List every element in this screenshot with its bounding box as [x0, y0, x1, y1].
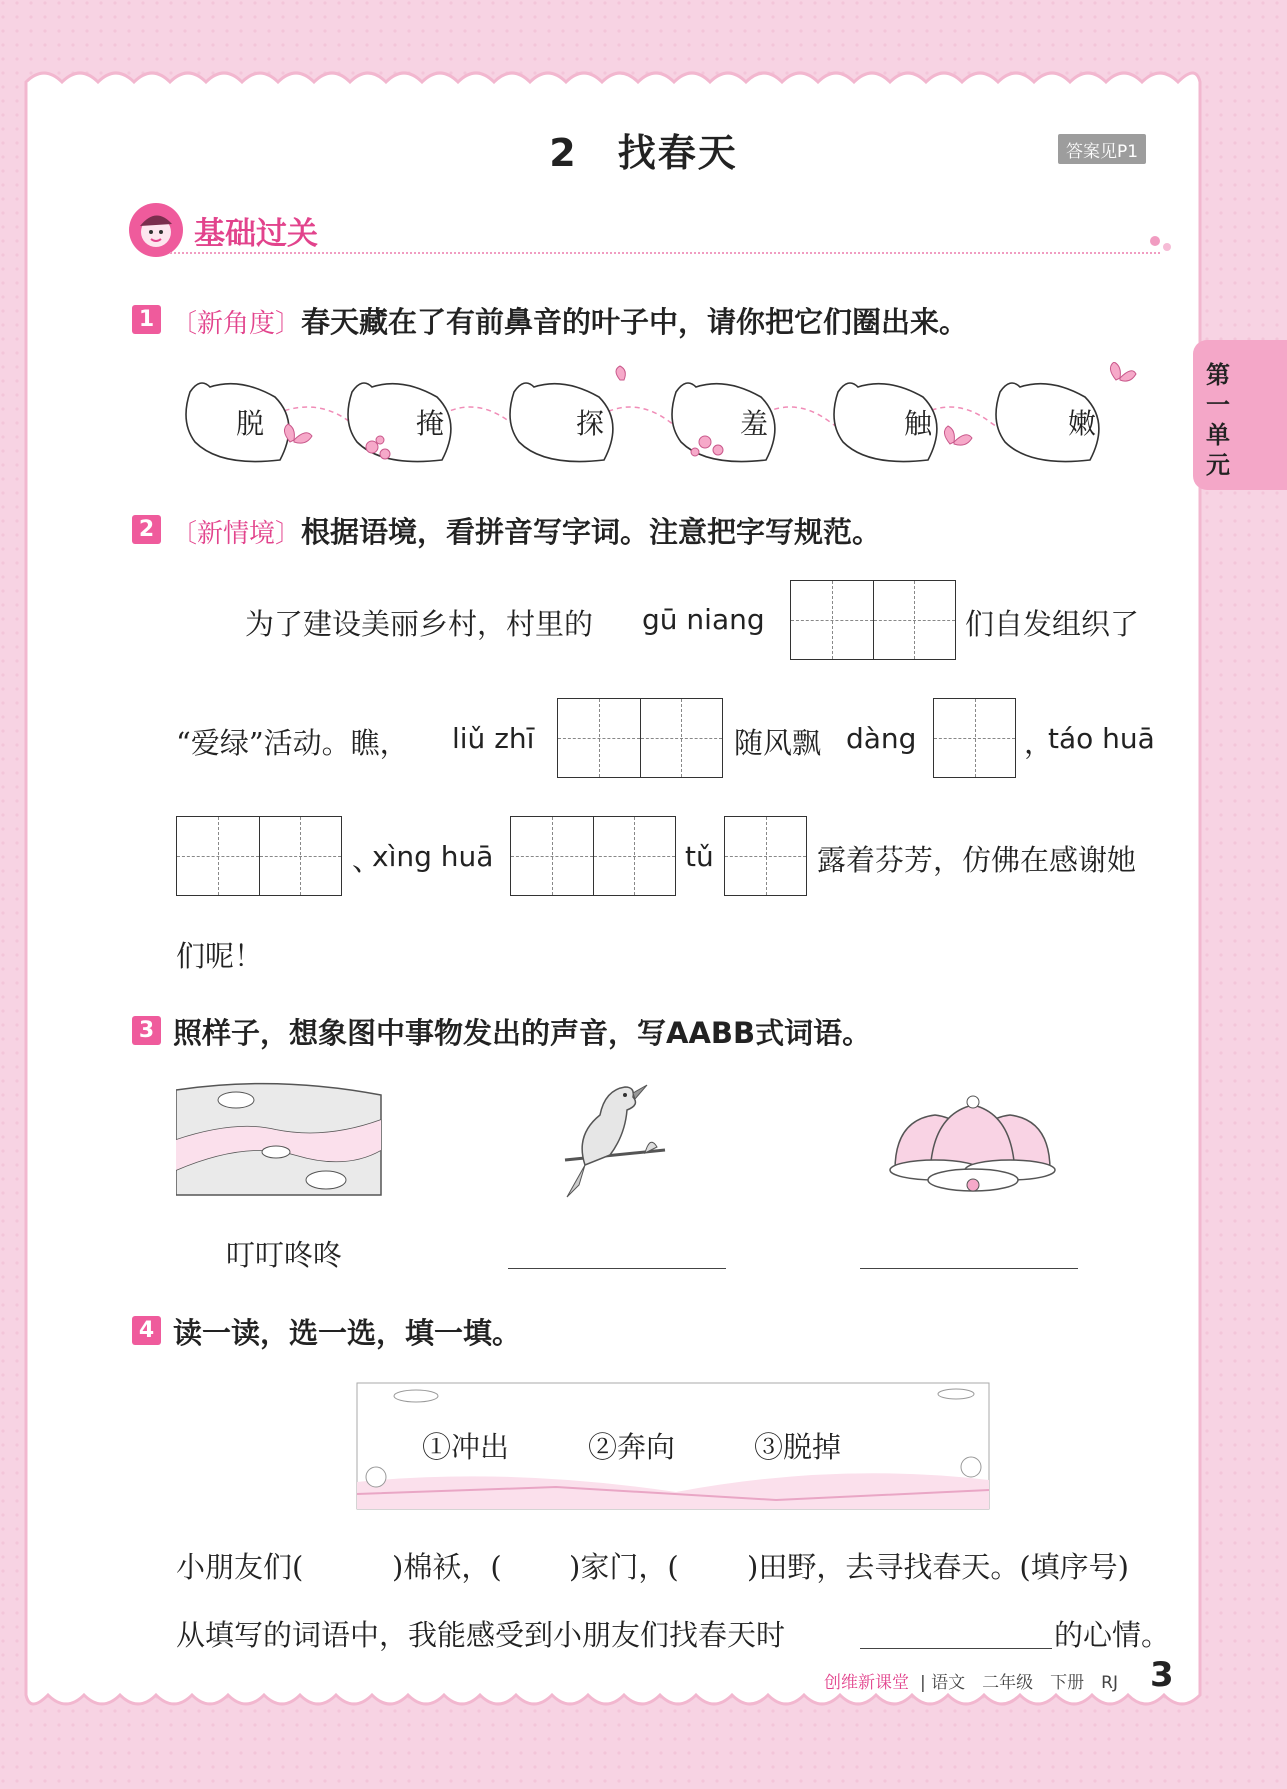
question-number: 4 [132, 1316, 161, 1345]
option-3: ③脱掉 [754, 1430, 842, 1464]
pinyin: gū niang [642, 603, 765, 636]
writing-grid-1[interactable] [933, 698, 1016, 778]
unit-side-tab-label: 第一单元 [1206, 361, 1230, 479]
fill-sentence-part: 小朋友们( [176, 1550, 304, 1584]
passage-text: 露着芬芳，仿佛在感谢她 [817, 843, 1137, 877]
option-2: ②奔向 [588, 1430, 676, 1464]
bird-illustration [555, 1075, 670, 1200]
leaf-character[interactable]: 嫩 [1067, 407, 1096, 440]
fill-sentence-part: )家门，( [569, 1550, 679, 1584]
pinyin: táo huā [1048, 722, 1155, 755]
option-1: ①冲出 [422, 1430, 510, 1464]
answer-line[interactable] [860, 1268, 1078, 1269]
leaf-character[interactable]: 羞 [739, 407, 768, 440]
example-answer: 叮叮咚咚 [226, 1238, 343, 1272]
blank-paren[interactable] [306, 1545, 392, 1585]
page-title: 2 找春天 [549, 131, 738, 175]
fill-sentence-part: 的心情。 [1054, 1618, 1171, 1652]
passage-text: 随风飘 [734, 726, 822, 760]
pinyin: dàng [846, 722, 917, 755]
section-divider-dot [1163, 243, 1171, 251]
leaf-character[interactable]: 触 [903, 407, 932, 440]
blank-paren[interactable] [494, 1545, 569, 1585]
page-number: 3 [1150, 1655, 1174, 1695]
passage-text: ， [1024, 726, 1054, 760]
section-divider [170, 252, 1160, 254]
question-1-text [171, 300, 968, 341]
fill-sentence-part: )田野，去寻找春天。(填序号) [747, 1550, 1129, 1584]
question-tag: 〔新情境〕 [171, 519, 302, 549]
pinyin: tǔ [685, 840, 714, 873]
bells-illustration [875, 1090, 1070, 1200]
footer-course-info: | 语文 二年级 下册 RJ [920, 1673, 1118, 1693]
answer-line[interactable] [508, 1268, 726, 1269]
passage-text: “爱绿”活动。瞧， [176, 726, 409, 760]
question-2-text [171, 510, 881, 551]
writing-grid-2[interactable] [176, 816, 342, 896]
question-2-prompt: 根据语境，看拼音写字词。注意把字写规范。 [301, 515, 882, 549]
question-4-text: 读一读，选一选，填一填。 [173, 1316, 522, 1350]
footer-brand: 创维新课堂 [824, 1673, 909, 1693]
passage-text: 、 [352, 843, 382, 877]
leaf-row [180, 362, 1140, 472]
leaf-character[interactable]: 掩 [415, 407, 444, 440]
pinyin: xìng huā [372, 840, 494, 873]
fill-sentence-part: )棉袄，( [392, 1550, 502, 1584]
passage-text: 们呢！ [176, 939, 264, 973]
question-3-text: 照样子，想象图中事物发出的声音，写AABB式词语。 [173, 1016, 872, 1050]
stream-illustration [176, 1080, 386, 1200]
question-1-prompt: 春天藏在了有前鼻音的叶子中，请你把它们圈出来。 [301, 305, 969, 339]
passage-text: 为了建设美丽乡村，村里的 [245, 607, 594, 641]
section-divider-dot [1150, 236, 1160, 246]
leaf-character[interactable]: 脱 [235, 407, 264, 440]
answer-line[interactable] [860, 1648, 1052, 1649]
passage-text: 们自发组织了 [965, 607, 1140, 641]
leaf-character[interactable]: 探 [575, 407, 604, 440]
question-number: 2 [132, 515, 161, 544]
pinyin: liǔ zhī [452, 722, 535, 755]
fill-sentence-part: 从填写的词语中，我能感受到小朋友们找春天时 [176, 1618, 786, 1652]
answer-reference-badge: 答案见P1 [1058, 134, 1146, 164]
writing-grid-1[interactable] [724, 816, 807, 896]
blank-paren[interactable] [671, 1545, 747, 1585]
writing-grid-2[interactable] [790, 580, 956, 660]
writing-grid-2[interactable] [557, 698, 723, 778]
section-title: 基础过关 [194, 216, 318, 252]
writing-grid-2[interactable] [510, 816, 676, 896]
question-tag: 〔新角度〕 [171, 309, 302, 339]
question-number: 3 [132, 1016, 161, 1045]
girl-avatar-icon [126, 200, 186, 260]
question-number: 1 [132, 305, 161, 334]
